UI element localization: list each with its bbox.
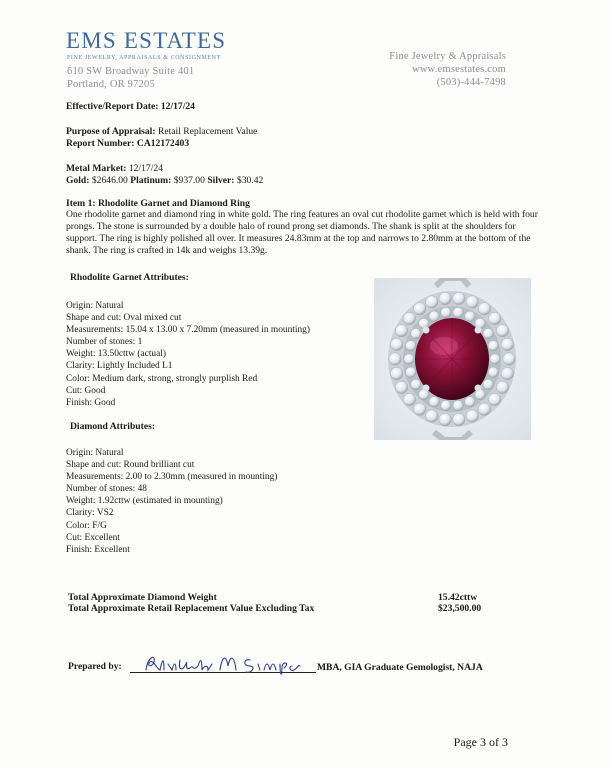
platinum-label: Platinum: — [130, 175, 172, 186]
address-line-2: Portland, OR 97205 — [67, 79, 155, 90]
halo-diamond — [395, 381, 407, 393]
metal-prices — [66, 175, 263, 186]
garnet-attr: Number of stones: 1 — [66, 337, 143, 348]
garnet-attr: Finish: Good — [66, 397, 116, 408]
halo-diamond — [404, 354, 414, 364]
garnet-attributes-title: Rhodolite Garnet Attributes: — [70, 272, 189, 283]
halo-diamond — [465, 397, 475, 407]
diamond-attr: Number of stones: 48 — [66, 484, 147, 495]
halo-diamond — [478, 303, 490, 315]
halo-diamond — [488, 341, 498, 351]
platinum-value: $937.00 — [173, 175, 205, 186]
garnet-attr: Weight: 13.50cttw (actual) — [66, 349, 166, 360]
garnet-attributes-list — [66, 300, 310, 409]
halo-diamond — [413, 403, 425, 415]
garnet-attr: Color: Medium dark, strong, strongly purplish Red — [66, 373, 258, 384]
halo-diamond — [503, 353, 515, 365]
item-description: One rhodolite garnet and diamond ring in white gold. The ring features an oval cut rhodolite garnet which is held with four prongs. The stone is surrounded by a double halo of round prong set diamonds. The shank is split at the shoulders for support. The ring is highly polished all over. It measures 24.83mm at the top and narrows to 2.80mm at the bottom of the shank. The ring is crafted in 14k and weighs 13.39g. — [66, 209, 538, 256]
company-logo: EMS ESTATES — [66, 28, 227, 53]
halo-diamond — [413, 303, 425, 315]
diamond-attr: Finish: Excellent — [66, 544, 130, 555]
handwritten-signature — [142, 648, 302, 680]
diamond-attr: Shape and cut: Round brilliant cut — [66, 460, 195, 471]
halo-diamond — [490, 354, 500, 364]
diamond-attr: Clarity: VS2 — [66, 508, 114, 519]
signature — [142, 648, 302, 685]
metal-market — [66, 163, 163, 174]
address-line-1: 610 SW Broadway Suite 401 — [67, 66, 195, 77]
halo-diamond — [395, 324, 407, 336]
halo-diamond — [439, 413, 451, 425]
company-tagline: FINE JEWELRY, APPRAISALS & CONSIGNMENT — [67, 55, 221, 61]
halo-diamond — [483, 328, 493, 338]
halo-diamond — [488, 312, 500, 324]
halo-diamond — [390, 338, 402, 350]
header-services: Fine Jewelry & Appraisals — [389, 51, 506, 62]
halo-diamond — [488, 393, 500, 405]
effective-date — [66, 101, 195, 112]
header-phone: (503)-444-7498 — [436, 77, 506, 88]
ring-photo — [374, 278, 531, 440]
item-title: Item 1: Rhodolite Garnet and Diamond Ring — [66, 198, 250, 209]
halo-diamond — [465, 311, 475, 321]
halo-diamond — [501, 338, 513, 350]
garnet-attr: Origin: Natural — [66, 301, 124, 311]
halo-diamond — [411, 379, 421, 389]
halo-diamond — [496, 381, 508, 393]
halo-diamond — [403, 312, 415, 324]
halo-diamond — [429, 397, 439, 407]
header-website: www.emsestates.com — [412, 64, 506, 75]
halo-diamond — [429, 311, 439, 321]
preparer-credentials: MBA, GIA Graduate Gemologist, NAJA — [317, 662, 483, 673]
halo-diamond — [501, 367, 513, 379]
total-diamond-weight-value: 15.42cttw — [438, 592, 478, 603]
halo-diamond — [439, 292, 451, 304]
diamond-attr: Weight: 1.92cttw (estimated in mounting) — [66, 496, 223, 507]
halo-diamond — [483, 379, 493, 389]
report-number-value: CA12172403 — [136, 138, 190, 149]
silver-value: $30.42 — [236, 175, 264, 186]
halo-diamond — [406, 367, 416, 377]
halo-diamond — [466, 410, 478, 422]
halo-diamond — [426, 296, 438, 308]
halo-diamond — [453, 400, 463, 410]
effective-date-label: Effective/Report Date: — [66, 101, 159, 112]
halo-diamond — [488, 367, 498, 377]
halo-diamond — [390, 367, 402, 379]
metal-market-label: Metal Market: — [66, 163, 127, 174]
halo-diamond — [453, 413, 465, 425]
diamond-attributes-title: Diamond Attributes: — [70, 421, 156, 432]
halo-diamond — [406, 341, 416, 351]
halo-diamond — [453, 292, 465, 304]
garnet-attr: Measurements: 15.04 x 13.00 x 7.20mm (measured in mounting) — [66, 325, 310, 336]
silver-label: Silver: — [207, 175, 235, 186]
garnet-attr: Clarity: Lightly Included L1 — [66, 361, 173, 372]
halo-diamond — [453, 307, 463, 317]
halo-diamond — [411, 328, 421, 338]
garnet-attr: Shape and cut: Oval mixed cut — [66, 313, 182, 324]
garnet-attr: Cut: Good — [66, 385, 106, 396]
halo-diamond — [478, 403, 490, 415]
halo-diamond — [426, 410, 438, 422]
gold-value: $2646.00 — [91, 175, 128, 186]
report-number — [66, 138, 189, 149]
prepared-by-label: Prepared by: — [68, 661, 122, 672]
purpose — [66, 126, 257, 137]
page-number: Page 3 of 3 — [453, 735, 508, 749]
total-value-label: Total Approximate Retail Replacement Value Excluding Tax — [68, 603, 315, 614]
diamond-attr: Color: F/G — [66, 520, 107, 531]
diamond-attr: Origin: Natural — [66, 448, 124, 458]
report-number-label: Report Number: — [66, 138, 135, 149]
halo-diamond — [441, 307, 451, 317]
diamond-attributes-list — [66, 447, 277, 556]
purpose-label: Purpose of Appraisal: — [66, 126, 156, 137]
halo-diamond — [403, 393, 415, 405]
ring-illustration — [374, 278, 531, 440]
halo-diamond — [441, 400, 451, 410]
diamond-attr: Measurements: 2.00 to 2.30mm (measured in mounting) — [66, 472, 278, 483]
metal-market-date: 12/17/24 — [128, 163, 163, 174]
gold-label: Gold: — [66, 175, 90, 186]
effective-date-value: 12/17/24 — [160, 101, 195, 112]
halo-diamond — [496, 324, 508, 336]
purpose-value: Retail Replacement Value — [157, 126, 258, 137]
total-value-value: $23,500.00 — [438, 603, 482, 614]
halo-diamond — [466, 296, 478, 308]
total-diamond-weight-label: Total Approximate Diamond Weight — [68, 592, 217, 603]
halo-diamond — [389, 353, 401, 365]
diamond-attr: Cut: Excellent — [66, 532, 120, 543]
